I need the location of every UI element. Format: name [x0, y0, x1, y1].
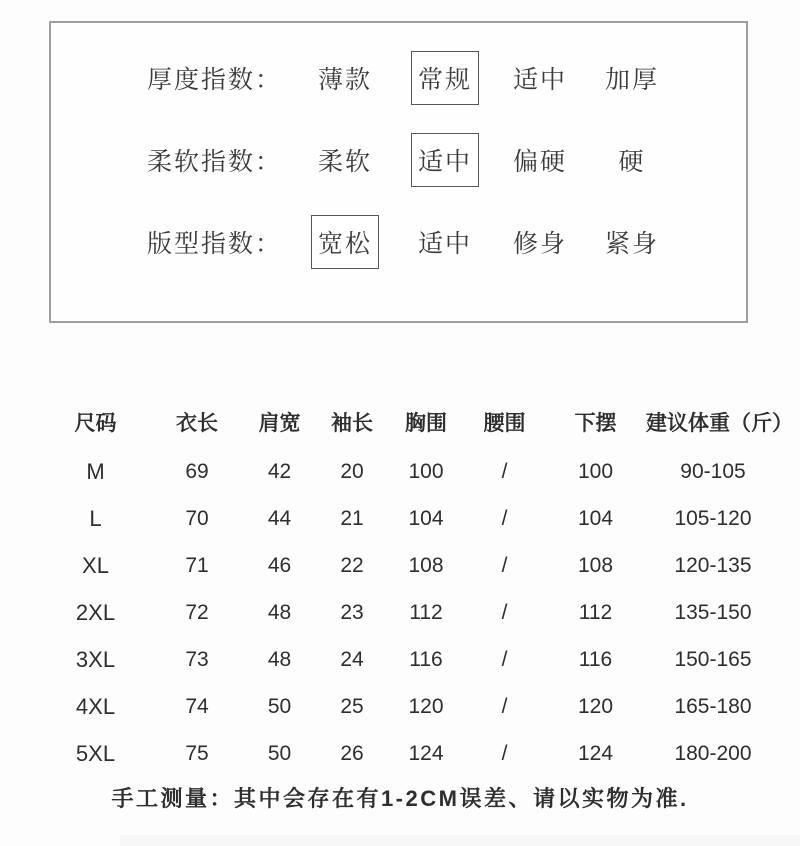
- cell-sleeve: 24: [340, 647, 364, 671]
- fit-label: 版型指数：: [147, 230, 283, 258]
- size-row-5xl: [40, 730, 780, 777]
- softness-label: 柔软指数：: [147, 148, 283, 176]
- cell-shoulder: 48: [267, 647, 292, 671]
- cell-sleeve: 22: [340, 553, 364, 577]
- softness-slot-2: [393, 133, 497, 187]
- thickness-slot-1: [297, 60, 393, 96]
- header-hem: 下摆: [574, 412, 617, 435]
- cell-chest: 124: [408, 741, 444, 765]
- thickness-option-thin: 薄款: [317, 66, 372, 94]
- cell-weight: 90-105: [680, 459, 746, 483]
- cell-weight: 180-200: [674, 741, 752, 765]
- size-row-2xl: [40, 589, 780, 636]
- cell-chest: 108: [408, 553, 444, 577]
- cell-waist: /: [501, 553, 508, 577]
- size-row-m: [40, 448, 780, 495]
- cell-hem: 120: [577, 694, 614, 718]
- bottom-band: [120, 835, 800, 846]
- cell-size: L: [89, 505, 102, 531]
- softness-option-firm: 偏硬: [512, 148, 567, 176]
- thickness-slot-2: [393, 51, 497, 105]
- cell-hem: 104: [577, 506, 614, 530]
- thickness-option-medium: 适中: [512, 66, 567, 94]
- cell-size: 2XL: [75, 599, 116, 625]
- cell-chest: 104: [408, 506, 444, 530]
- cell-chest: 120: [408, 694, 444, 718]
- cell-weight: 120-135: [674, 553, 752, 577]
- thickness-slot-3: [497, 60, 583, 96]
- cell-hem: 124: [577, 741, 614, 765]
- fit-option-slim: 修身: [512, 230, 567, 258]
- fit-option-loose-selected: 宽松: [311, 215, 379, 269]
- header-chest: 胸围: [405, 412, 447, 435]
- cell-shoulder: 48: [267, 600, 292, 624]
- cell-hem: 100: [577, 459, 614, 483]
- header-recommended-weight: 建议体重（斤）: [646, 412, 793, 435]
- cell-size: 4XL: [75, 693, 116, 719]
- cell-sleeve: 23: [340, 600, 364, 624]
- cell-chest: 100: [408, 459, 444, 483]
- softness-option-medium-selected: 适中: [411, 133, 479, 187]
- cell-length: 73: [185, 647, 209, 671]
- cell-waist: /: [501, 459, 508, 483]
- cell-weight: 135-150: [674, 600, 752, 624]
- size-row-3xl: [40, 636, 780, 683]
- header-sleeve: 袖长: [331, 412, 373, 435]
- cell-chest: 116: [409, 647, 443, 671]
- indicator-panel: [49, 21, 748, 323]
- cell-weight: 150-165: [674, 647, 752, 671]
- cell-size: 5XL: [75, 740, 116, 766]
- cell-length: 72: [185, 600, 209, 624]
- cell-waist: /: [501, 506, 508, 530]
- thickness-label: 厚度指数：: [147, 66, 283, 94]
- cell-shoulder: 46: [267, 553, 292, 577]
- thickness-option-regular-selected: 常规: [411, 51, 479, 105]
- cell-size: 3XL: [75, 646, 116, 672]
- cell-length: 70: [185, 506, 209, 530]
- measurement-note: 手工测量：其中会存在有1-2CM误差、请以实物为准.: [111, 786, 689, 811]
- cell-hem: 116: [578, 647, 613, 671]
- cell-hem: 108: [577, 553, 614, 577]
- cell-length: 74: [185, 694, 209, 718]
- size-table: [40, 396, 793, 777]
- cell-chest: 112: [409, 600, 443, 624]
- softness-option-soft: 柔软: [317, 148, 372, 176]
- fit-row: [51, 201, 746, 283]
- cell-waist: /: [501, 741, 508, 765]
- cell-waist: /: [501, 600, 508, 624]
- softness-row: [51, 119, 746, 201]
- size-row-l: [40, 495, 780, 542]
- thickness-row: [51, 37, 746, 119]
- fit-option-regular: 适中: [417, 230, 472, 258]
- fit-slot-1: [297, 215, 393, 269]
- size-table-header-row: [40, 396, 780, 448]
- cell-waist: /: [501, 647, 508, 671]
- thickness-option-thick: 加厚: [604, 66, 659, 94]
- cell-waist: /: [501, 694, 508, 718]
- cell-length: 75: [185, 741, 209, 765]
- softness-slot-1: [297, 142, 393, 178]
- cell-length: 69: [185, 459, 209, 483]
- cell-sleeve: 21: [340, 506, 364, 530]
- cell-size: XL: [82, 552, 109, 578]
- cell-shoulder: 44: [267, 506, 292, 530]
- softness-slot-3: [497, 142, 583, 178]
- fit-slot-3: [497, 224, 583, 260]
- cell-sleeve: 20: [340, 459, 364, 483]
- cell-sleeve: 25: [340, 694, 364, 718]
- size-row-xl: [40, 542, 780, 589]
- cell-shoulder: 42: [267, 459, 292, 483]
- fit-slot-2: [393, 224, 497, 260]
- cell-weight: 165-180: [674, 694, 752, 718]
- cell-shoulder: 50: [267, 741, 292, 765]
- cell-length: 71: [185, 553, 209, 577]
- cell-weight: 105-120: [674, 506, 752, 530]
- cell-sleeve: 26: [340, 741, 364, 765]
- header-length: 衣长: [176, 412, 218, 435]
- header-waist: 腰围: [483, 412, 526, 435]
- fit-slot-4: [583, 224, 681, 260]
- header-shoulder: 肩宽: [258, 412, 301, 435]
- cell-hem: 112: [578, 600, 613, 624]
- cell-size: M: [86, 458, 105, 484]
- thickness-slot-4: [583, 60, 681, 96]
- softness-slot-4: [583, 142, 681, 178]
- cell-shoulder: 50: [267, 694, 292, 718]
- fit-option-tight: 紧身: [604, 230, 659, 258]
- header-size: 尺码: [74, 412, 117, 435]
- size-row-4xl: [40, 683, 780, 730]
- softness-option-hard: 硬: [618, 148, 646, 176]
